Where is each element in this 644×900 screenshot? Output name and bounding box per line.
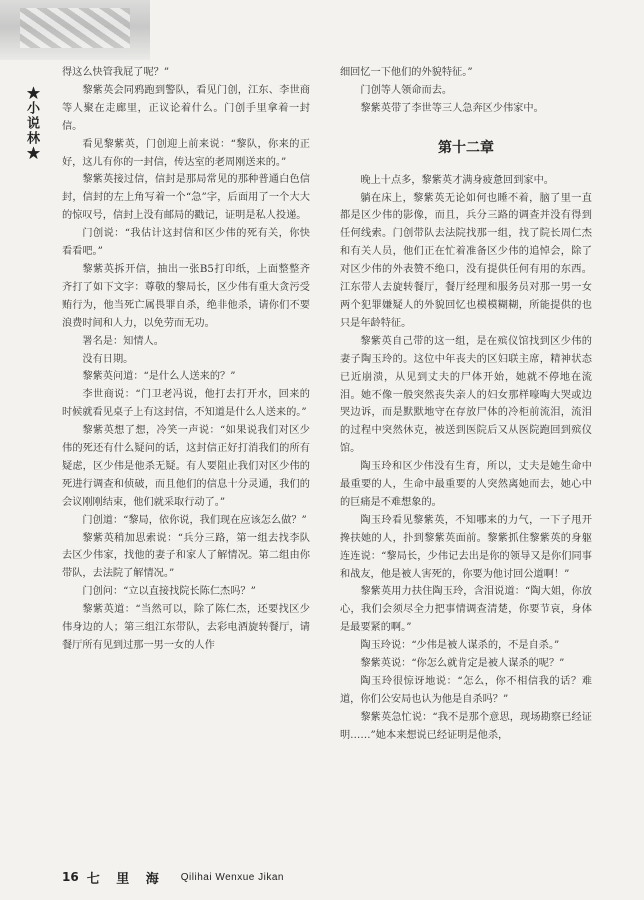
paragraph: 陶玉玲说：“少伟是被人谋杀的，不是自杀。”	[360, 640, 560, 652]
section-tag: ★小说林★	[24, 86, 39, 161]
paragraph: 门创说：“我估计这封信和区少伟的死有关，你快看看吧。”	[62, 228, 310, 258]
left-column	[62, 64, 310, 864]
paragraph: 黎紫英自己带的这一组，是在殡仪馆找到区少伟的妻子陶玉玲的。这位中年丧夫的区妇联主席，精神状态已近崩溃，从见到丈夫的尸体开始，她就不停地在流泪。她不像一般突然丧失亲人的妇女那样嚎啕大哭或边哭边诉，而是默默地守在存放尸体的冷柜前流泪，流泪的过程中突然休克，被送到医院后又从医院跑回到殡仪馆。	[340, 335, 592, 455]
magazine-title-en: Qilihai Wenxue Jikan	[180, 871, 284, 883]
page-footer	[62, 869, 602, 885]
paragraph: 门创道：“黎局，依你说，我们现在应该怎么做？”	[82, 514, 307, 526]
paragraph: 黎紫英说：“你怎么就肯定是被人谋杀的呢？”	[360, 658, 565, 670]
paragraph: 黎紫英稍加思索说：“兵分三路，第一组去找李队去区少伟家，找他的妻子和家人了解情况。第二组由你带队，去法院了解情况。”	[62, 532, 310, 580]
paragraph: 没有日期。	[82, 353, 134, 365]
paragraph: 署名是：知情人。	[82, 335, 164, 347]
paragraph: 陶玉玲很惊讶地说：“怎么，你不相信我的话？难道，你们公安局也认为他是自杀吗？”	[340, 676, 592, 705]
paragraph: 李世商说：“门卫老冯说，他打去打开水，回来的时候就看见桌子上有这封信，不知道是什么人送来的。”	[62, 389, 310, 419]
paragraph: 晚上十点多，黎紫英才满身疲惫回到家中。	[360, 174, 554, 186]
paragraph: 陶玉玲看见黎紫英，不知哪来的力气，一下子甩开搀扶她的人，扑到黎紫英面前。黎紫抓住黎紫英的身躯连连说：“黎局长，少伟记去出是你的领导又是你们同事和战友，他是被人害死的，你要为他讨回公道啊！”	[340, 514, 592, 580]
right-column	[340, 64, 592, 864]
paragraph: 细回忆一下他们的外貌特征。”	[340, 67, 473, 78]
paragraph: 黎紫英问道：“是什么人送来的？”	[82, 371, 236, 383]
magazine-title: 七 里 海	[86, 871, 165, 887]
paragraph: 黎紫英急忙说：“我不是那个意思，现场勘察已经证明……”她本来想说已经证明是他杀，	[340, 711, 592, 741]
header-decoration-image	[0, 0, 150, 60]
paragraph: 黎紫英想了想，冷笑一声说：“如果说我们对区少伟的死还有什么疑问的话，这封信正好打消我们的所有疑虑，区少伟是他杀无疑。有人要阻止我们对区少伟的死进行调查和侦破，而且他们的信息十分灵通，我们的会议刚刚结束，他们就采取行动了。”	[62, 425, 310, 508]
paragraph: 得这么快管我屁了呢？”	[62, 67, 170, 78]
paragraph: 看见黎紫英，门创迎上前来说：“黎队，你来的正好，这儿有你的一封信，传达室的老周刚送来的。”	[62, 138, 310, 168]
paragraph: 门创问：“立以直接找院长陈仁杰吗？”	[82, 586, 256, 598]
paragraph: 门创等人领命而去。	[360, 84, 453, 96]
paragraph: 黎紫英拆开信，抽出一张B5打印纸，上面整整齐齐打了如下文字：尊敬的黎局长，区少伟有重大贪污受贿行为，他当死亡属畏罪自杀，绝非他杀，请你们不要浪费时间和人力，以免劳而无功。	[62, 263, 310, 329]
paragraph: 黎紫英会同鸦跑到警队，看见门创，江东、李世商等人聚在走廊里，正议论着什么。门创手里拿着一封信。	[62, 84, 310, 132]
page-number: 16	[62, 870, 79, 884]
chapter-title: 第十二章	[438, 139, 494, 156]
paragraph: 黎紫英用力扶住陶玉玲，含泪说道：“陶大姐，你放心，我们会须尽全力把事情调查清楚，你要节哀，身体是最要紧的啊。”	[340, 586, 592, 634]
right-column-top	[340, 64, 592, 118]
paragraph: 黎紫英接过信，信封是那局常见的那种普通白色信封，信封的左上角写着一个“急”字，后面用了一个大大的惊叹号，信封上没有邮局的戳记，证明是私人投递。	[62, 174, 310, 222]
right-column-body	[340, 172, 592, 745]
paragraph: 黎紫英带了李世等三人急奔区少伟家中。	[360, 102, 544, 114]
paragraph: 躺在床上，黎紫英无论如何也睡不着，脑了里一直都是区少伟的影像，而且，兵分三路的调查并没有得到任何线索。门创带队去法院找那一组，找了院长周仁杰和有关人员，他们正在忙着准备区少伟的追悼会，除了对区少伟的外表赞不绝口，没有提供任何有用的东西。江东带人去旋转餐厅，餐厅经理和服务员对那一男一女两个犯罪嫌疑人的外貌回忆也模模糊糊，所能提供的也只是年龄特征。	[340, 192, 592, 329]
paragraph: 陶玉玲和区少伟没有生育，所以，丈夫是她生命中最重要的人，生命中最重要的人突然离她而去，她心中的巨痛是不难想象的。	[340, 461, 592, 508]
paragraph: 黎紫英道：“当然可以，除了陈仁杰，还要找区少伟身边的人；第三组江东带队，去彩电酒旋转餐厅，请餐厅所有见到过那一男一女的人作	[62, 604, 310, 651]
